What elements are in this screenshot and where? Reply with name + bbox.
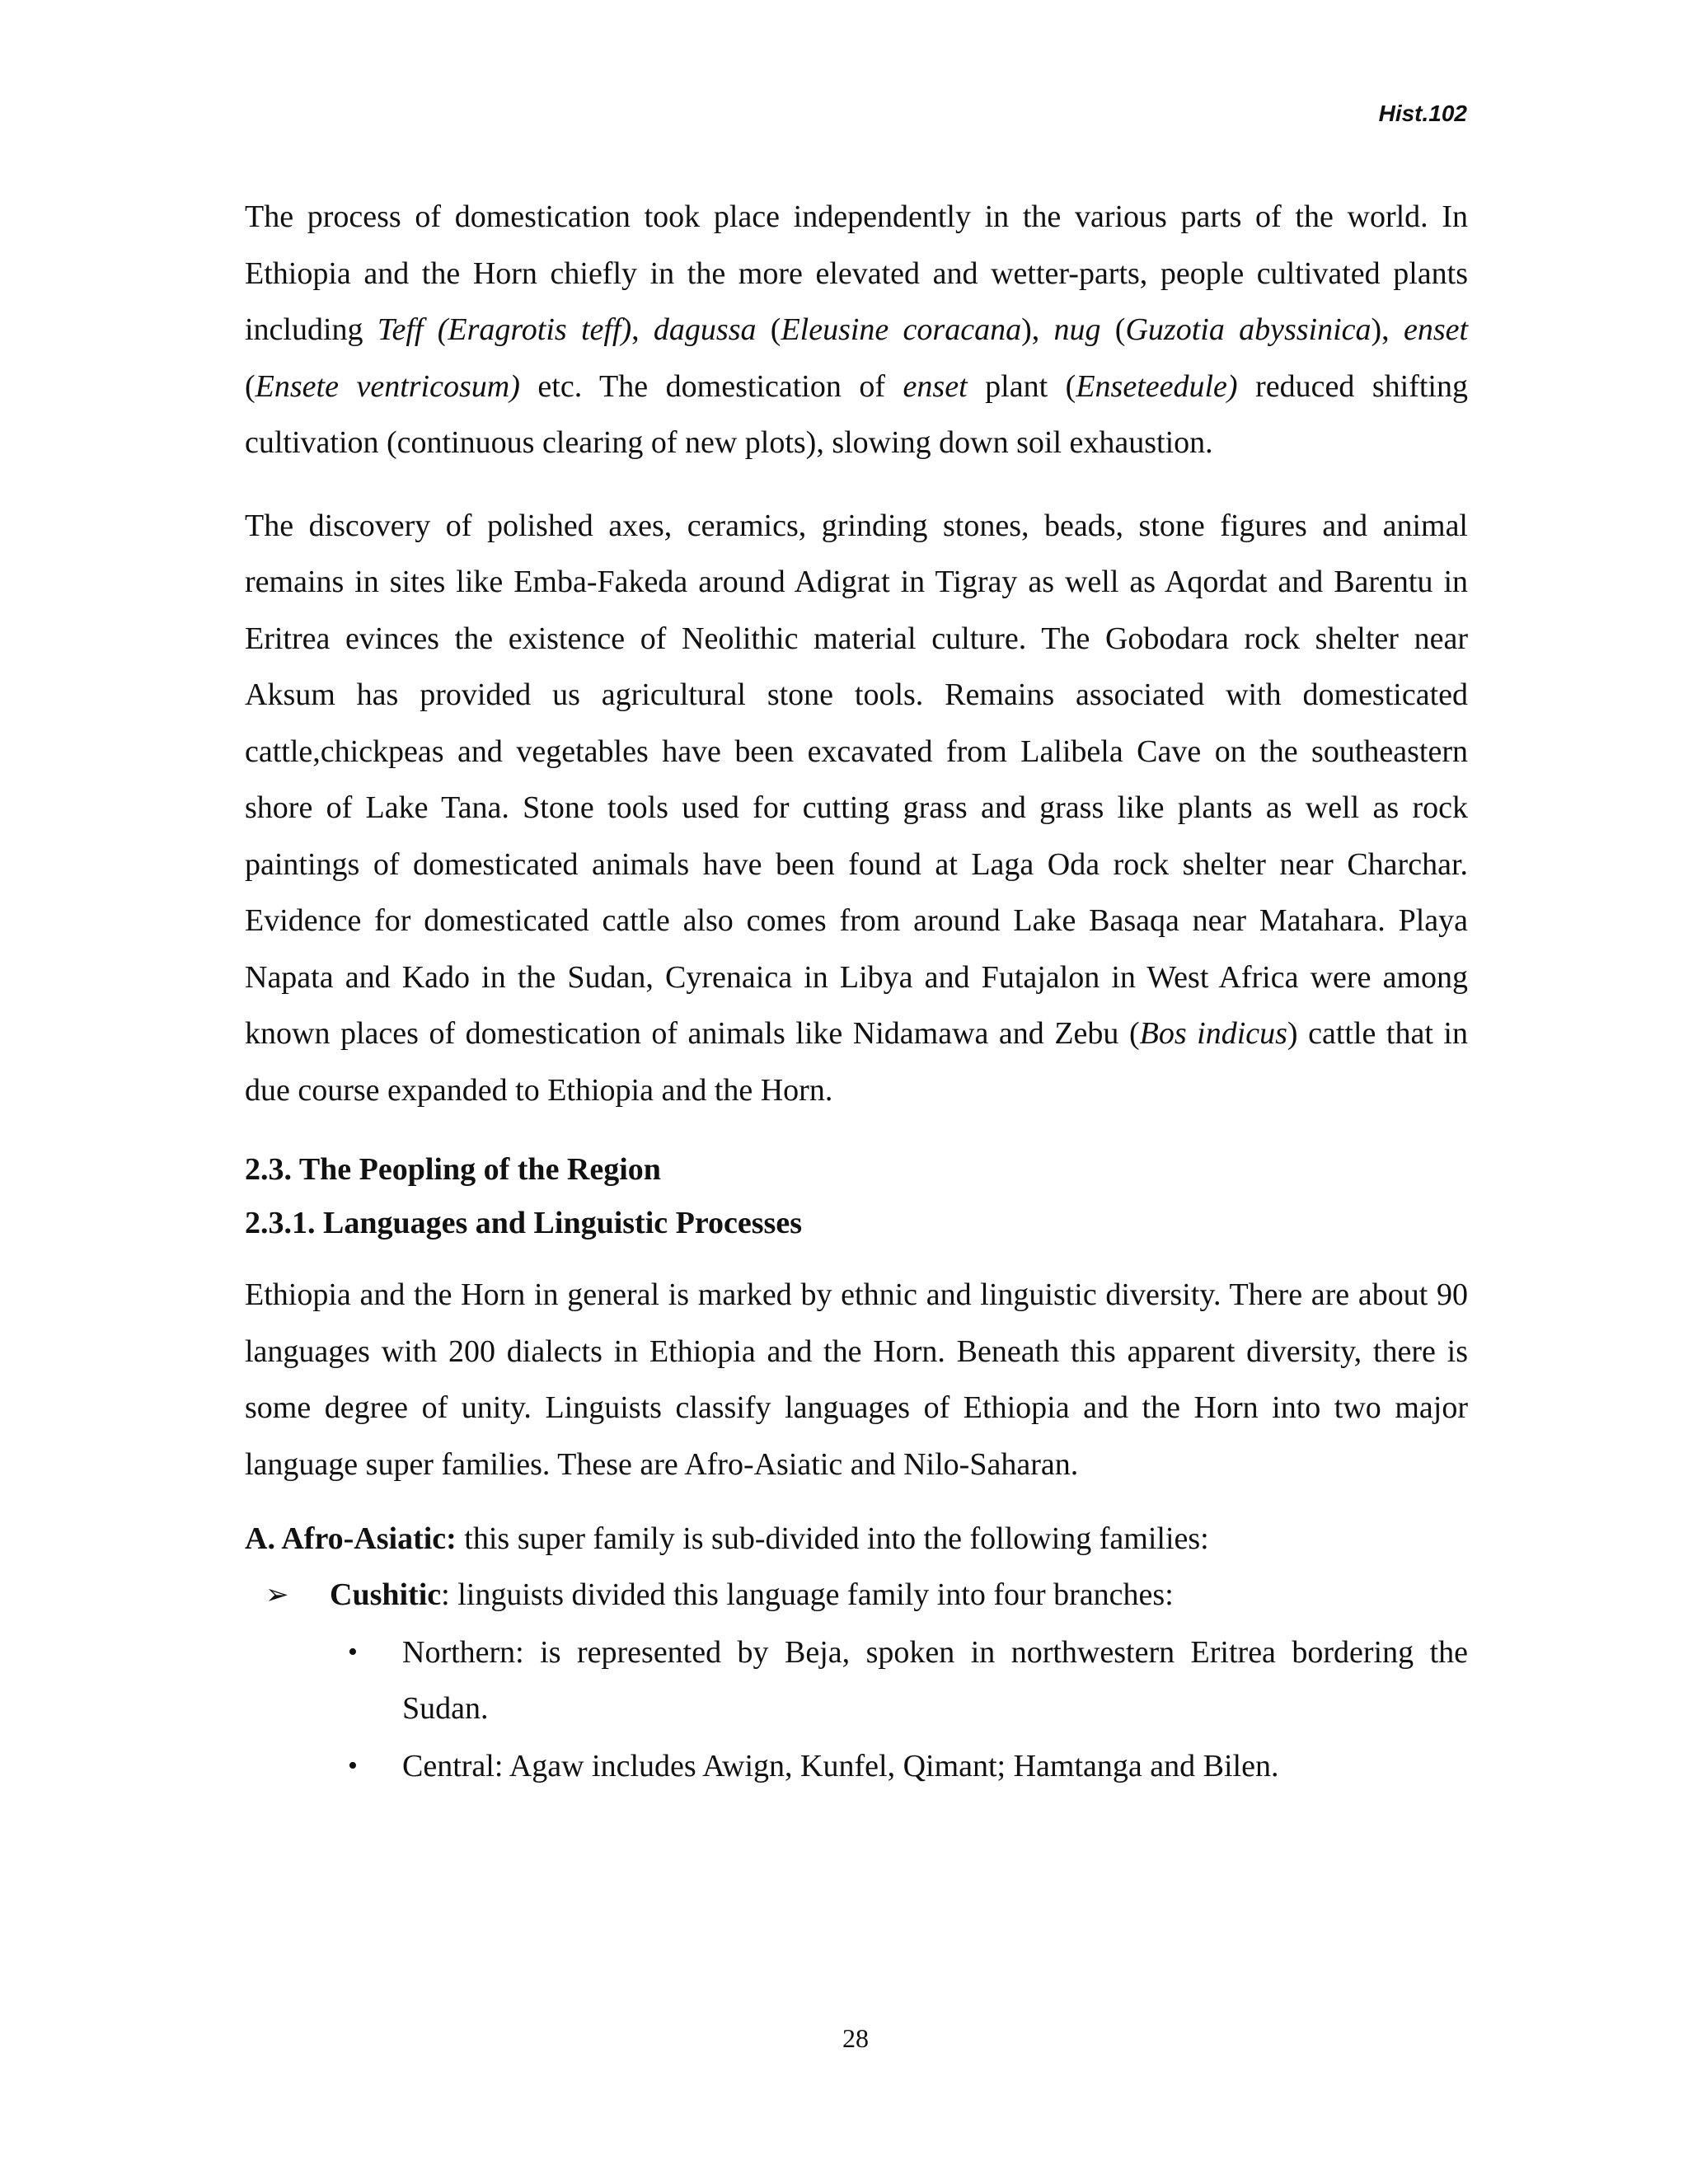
text-run: ), [1021,312,1054,347]
text-run: reduced shifting cultivation (continuous clearing of new plots), slowing down soil exhaustion. [245,368,1468,460]
cushitic-text [330,1567,1174,1623]
italic-term: Ensete ventricosum) [255,368,520,404]
text-run: ( [1100,312,1126,347]
list-item-text: Central: Agaw includes Awign, Kunfel, Qimant; Hamtanga and Bilen. [402,1749,1279,1783]
text-run: ), [1371,312,1404,347]
section-heading: 2.3. The Peopling of the Region [245,1152,661,1187]
text-run: , [631,312,654,347]
italic-term: enset [1403,312,1469,347]
text-run: ) cattle that in due course expanded to Ethiopia and the Horn. [245,1016,1468,1108]
list-item-text: Northern: is represented by Beja, spoken in northwestern Eritrea bordering the Sudan. [402,1635,1468,1726]
paragraph-domestication [245,189,1468,471]
paragraph-neolithic-sites [245,498,1468,1119]
text-run: The discovery of polished axes, ceramics, grinding stones, beads, stone figures and animal remains in sites like Emba-Fakeda around Adigrat in Tigray as well as Aqordat and Barentu in Eritrea evinces the existence of Neolithic material culture. The Gobodara rock shelter near Aksum has provided us agricultural stone tools. Remains associated with domesticated cattle,chickpeas and vegetables have been excavated from Lalibela Cave on the southeastern shore of Lake Tana. Stone tools used for cutting grass and grass like plants as well as rock paintings of domesticated animals have been found at Laga Oda rock shelter near Charchar. Evidence for domesticated cattle also comes from around Lake Basaqa near Matahara. Playa Napata and Kado in the Sudan, Cyrenaica in Libya and Futajalon in West Africa were among known places of domestication of animals like Nidamawa and Zebu ( [245,508,1468,1051]
subsection-heading: 2.3.1. Languages and Linguistic Processes [245,1206,802,1240]
italic-term: Enseteedule) [1076,368,1238,404]
branch-list [245,1624,1468,1794]
afro-asiatic-intro [245,1511,1468,1567]
bullet-icon: • [348,1637,358,1667]
italic-term: dagussa [653,312,757,347]
text-run: etc. The domestication of [519,368,903,404]
italic-term: Bos indicus [1139,1016,1287,1051]
cushitic-label: Cushitic [330,1577,442,1612]
italic-term: Teff (Eragrotis teff) [377,312,632,347]
text-run: plant ( [967,368,1076,404]
italic-term: Guzotia abyssinica [1125,312,1372,347]
afro-asiatic-label: A. Afro-Asiatic: [245,1521,457,1556]
text-run: : linguists divided this language family into four branches: [441,1577,1174,1612]
list-item [348,1624,1468,1736]
text-run: ( [756,312,781,347]
text-run: this super family is sub-divided into the following families: [456,1521,1209,1556]
text-run: The process of domestication took place independently in the various parts of the world. In Ethiopia and the Horn chiefly in the more elevated and wetter-parts, people cultivated plants including [245,199,1468,347]
italic-term: nug [1053,312,1101,347]
running-header: Hist.102 [1378,101,1467,126]
arrow-bullet-icon: ➢ [265,1578,289,1611]
italic-term: enset [903,368,968,404]
cushitic-item [265,1567,1468,1623]
paragraph-linguistic-diversity: Ethiopia and the Horn in general is marked by ethnic and linguistic diversity. There are about 90 languages with 200 dialects in Ethiopia and the Horn. Beneath this apparent diversity, there is some degree of unity. Linguists classify languages of Ethiopia and the Horn into two major language super families. These are Afro-Asiatic and Nilo-Saharan. [245,1277,1468,1482]
page-body [245,189,1468,1794]
list-item [348,1738,1468,1794]
italic-term: Eleusine coracana [781,312,1022,347]
bullet-icon: • [348,1750,358,1781]
page-number: 28 [842,2023,869,2053]
text-run: ( [245,368,256,404]
